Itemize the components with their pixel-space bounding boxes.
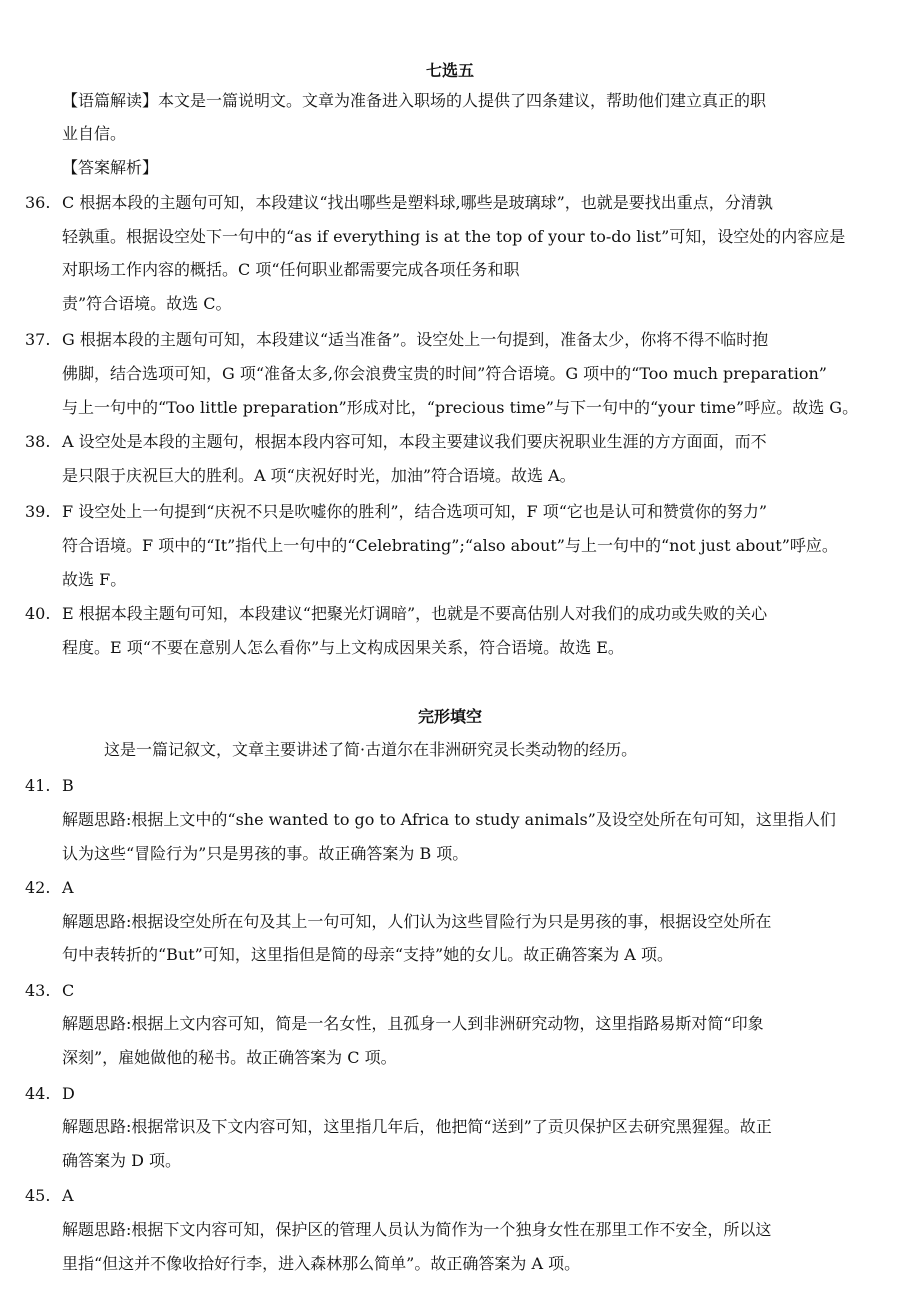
passage-intro-line-1: 【语篇解读】本文是一篇说明文。文章为准备进入职场的人提供了四条建议，帮助他们建立真正的职 <box>62 91 767 110</box>
explanation-38-line-2: 是只限于庆祝巨大的胜利。A 项“庆祝好时光，加油”符合语境。故选 A。 <box>62 466 576 485</box>
answer-45: A <box>62 1186 74 1205</box>
answer-analysis-heading: 【答案解析】 <box>62 158 159 177</box>
question-number-43: 43. <box>25 981 51 1000</box>
answer-43: C <box>62 981 75 1000</box>
explanation-45-line-2: 里指“但这并不像收拾好行李，进入森林那么简单”。故正确答案为 A 项。 <box>62 1254 581 1273</box>
explanation-39-line-1: F 设空处上一句提到“庆祝不只是吹嘘你的胜利”，结合选项可知，F 项“它也是认可和赞赏你的努力” <box>62 502 768 521</box>
question-number-37: 37. <box>25 330 51 349</box>
passage-intro-line-2: 业自信。 <box>62 124 127 143</box>
explanation-36-line-2: 轻孰重。根据设空处下一句中的“as if everything is at the top of your to-do list”可知，设空处的内容应是 <box>62 227 846 246</box>
question-number-40: 40. <box>25 604 51 623</box>
explanation-39-line-3: 故选 F。 <box>62 570 127 589</box>
question-number-42: 42. <box>25 878 51 897</box>
explanation-43-line-2: 深刻”，雇她做他的秘书。故正确答案为 C 项。 <box>62 1048 397 1067</box>
explanation-44-line-1: 解题思路:根据常识及下文内容可知，这里指几年后，他把简“送到”了贡贝保护区去研究黑猩猩。故正 <box>62 1117 772 1136</box>
explanation-37-line-3: 与上一句中的“Too little preparation”形成对比，“precious time”与下一句中的“your time”呼应。故选 G。 <box>62 398 859 417</box>
answer-44: D <box>62 1084 75 1103</box>
question-number-38: 38. <box>25 432 51 451</box>
question-number-41: 41. <box>25 776 51 795</box>
explanation-42-line-2: 句中表转折的“But”可知，这里指但是简的母亲“支持”她的女儿。故正确答案为 A 项。 <box>62 945 673 964</box>
explanation-40-line-2: 程度。E 项“不要在意别人怎么看你”与上文构成因果关系，符合语境。故选 E。 <box>62 638 624 657</box>
explanation-38-line-1: A 设空处是本段的主题句，根据本段内容可知，本段主要建议我们要庆祝职业生涯的方方面面，而不 <box>62 432 767 451</box>
explanation-39-line-2: 符合语境。F 项中的“It”指代上一句中的“Celebrating”;“also about”与上一句中的“not just about”呼应。 <box>62 536 838 555</box>
explanation-43-line-1: 解题思路:根据上文内容可知，简是一名女性，且孤身一人到非洲研究动物，这里指路易斯对简“印象 <box>62 1014 764 1033</box>
explanation-41-line-2: 认为这些“冒险行为”只是男孩的事。故正确答案为 B 项。 <box>62 844 469 863</box>
explanation-36-line-4: 责”符合语境。故选 C。 <box>62 294 232 313</box>
explanation-37-line-2: 佛脚，结合选项可知，G 项“准备太多,你会浪费宝贵的时间”符合语境。G 项中的“Too much preparation” <box>62 364 827 383</box>
question-number-45: 45. <box>25 1186 51 1205</box>
answer-41: B <box>62 776 74 795</box>
explanation-44-line-2: 确答案为 D 项。 <box>62 1151 182 1170</box>
question-number-39: 39. <box>25 502 51 521</box>
explanation-37-line-1: G 根据本段的主题句可知，本段建议“适当准备”。设空处上一句提到，准备太少，你将不得不临时抱 <box>62 330 769 349</box>
explanation-42-line-1: 解题思路:根据设空处所在句及其上一句可知，人们认为这些冒险行为只是男孩的事，根据设空处所在 <box>62 912 772 931</box>
section-title-seven-choose-five: 七选五 <box>425 61 474 80</box>
explanation-36-line-3: 对职场工作内容的概括。C 项“任何职业都需要完成各项任务和职 <box>62 260 520 279</box>
question-number-36: 36. <box>25 193 51 212</box>
explanation-41-line-1: 解题思路:根据上文中的“she wanted to go to Africa to study animals”及设空处所在句可知，这里指人们 <box>62 810 836 829</box>
explanation-36-line-1: C 根据本段的主题句可知，本段建议“找出哪些是塑料球,哪些是玻璃球”，也就是要找出重点，分清孰 <box>62 193 773 212</box>
answer-42: A <box>62 878 74 897</box>
explanation-45-line-1: 解题思路:根据下文内容可知，保护区的管理人员认为简作为一个独身女性在那里工作不安全，所以这 <box>62 1220 772 1239</box>
cloze-passage-intro: 这是一篇记叙文，文章主要讲述了简·古道尔在非洲研究灵长类动物的经历。 <box>104 740 638 759</box>
section-title-cloze: 完形填空 <box>417 707 482 726</box>
explanation-40-line-1: E 根据本段主题句可知，本段建议“把聚光灯调暗”，也就是不要高估别人对我们的成功或失败的关心 <box>62 604 768 623</box>
question-number-44: 44. <box>25 1084 51 1103</box>
